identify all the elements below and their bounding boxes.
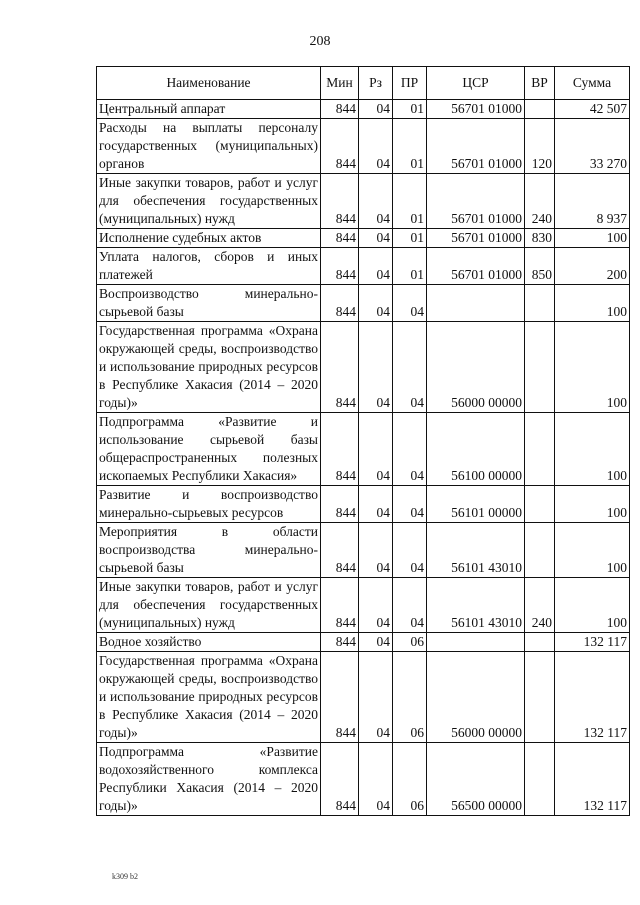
- row-min: 844: [321, 413, 359, 486]
- row-csr: 56701 01000: [427, 100, 525, 119]
- table-header-row: [97, 67, 630, 100]
- row-csr: 56000 00000: [427, 652, 525, 743]
- table-row: [97, 174, 630, 229]
- table-row: [97, 633, 630, 652]
- row-sum: 100: [555, 285, 630, 322]
- header-pr: ПР: [393, 67, 427, 100]
- row-rz: 04: [359, 743, 393, 816]
- row-min: 844: [321, 633, 359, 652]
- table-row: [97, 486, 630, 523]
- row-pr: 06: [393, 652, 427, 743]
- footer-code: k309 b2: [112, 872, 138, 881]
- row-min: 844: [321, 119, 359, 174]
- row-vr: [525, 523, 555, 578]
- row-min: 844: [321, 486, 359, 523]
- row-name: Воспроизводство минерально-сырьевой базы: [97, 285, 321, 322]
- row-name: Уплата налогов, сборов и иных платежей: [97, 248, 321, 285]
- row-vr: [525, 413, 555, 486]
- row-sum: 100: [555, 578, 630, 633]
- row-vr: [525, 633, 555, 652]
- row-sum: 132 117: [555, 633, 630, 652]
- row-name: Исполнение судебных актов: [97, 229, 321, 248]
- row-sum: 100: [555, 413, 630, 486]
- row-csr: 56101 00000: [427, 486, 525, 523]
- table-row: [97, 100, 630, 119]
- table-row: [97, 743, 630, 816]
- row-name: Подпрограмма «Развитие и использование сырьевой базы общераспространенных полезных ископаемых Республики Хакасия»: [97, 413, 321, 486]
- header-csr: ЦСР: [427, 67, 525, 100]
- row-name: Подпрограмма «Развитие водохозяйственного комплекса Республики Хакасия (2014 – 2020 годы)»: [97, 743, 321, 816]
- row-csr: 56100 00000: [427, 413, 525, 486]
- row-min: 844: [321, 578, 359, 633]
- row-vr: 240: [525, 578, 555, 633]
- row-min: 844: [321, 743, 359, 816]
- table-row: [97, 285, 630, 322]
- row-csr: 56000 00000: [427, 322, 525, 413]
- row-csr: 56101 43010: [427, 578, 525, 633]
- budget-table: [96, 66, 630, 816]
- row-pr: 01: [393, 100, 427, 119]
- row-pr: 01: [393, 119, 427, 174]
- row-csr: 56101 43010: [427, 523, 525, 578]
- row-csr: 56500 00000: [427, 743, 525, 816]
- row-sum: 100: [555, 523, 630, 578]
- row-csr: 56701 01000: [427, 229, 525, 248]
- row-csr: [427, 285, 525, 322]
- header-sum: Сумма: [555, 67, 630, 100]
- row-min: 844: [321, 652, 359, 743]
- row-vr: [525, 285, 555, 322]
- table-row: [97, 413, 630, 486]
- row-sum: 200: [555, 248, 630, 285]
- row-min: 844: [321, 285, 359, 322]
- row-sum: 132 117: [555, 652, 630, 743]
- row-vr: [525, 322, 555, 413]
- header-vr: ВР: [525, 67, 555, 100]
- row-min: 844: [321, 248, 359, 285]
- row-pr: 01: [393, 174, 427, 229]
- row-name: Расходы на выплаты персоналу государственных (муниципальных) органов: [97, 119, 321, 174]
- row-rz: 04: [359, 413, 393, 486]
- table-row: [97, 578, 630, 633]
- row-pr: 04: [393, 413, 427, 486]
- row-rz: 04: [359, 174, 393, 229]
- row-csr: 56701 01000: [427, 119, 525, 174]
- row-vr: 120: [525, 119, 555, 174]
- row-pr: 04: [393, 578, 427, 633]
- row-vr: 830: [525, 229, 555, 248]
- row-csr: 56701 01000: [427, 174, 525, 229]
- header-name: Наименование: [97, 67, 321, 100]
- row-min: 844: [321, 229, 359, 248]
- row-min: 844: [321, 322, 359, 413]
- row-sum: 42 507: [555, 100, 630, 119]
- row-pr: 04: [393, 523, 427, 578]
- row-rz: 04: [359, 486, 393, 523]
- row-rz: 04: [359, 322, 393, 413]
- page-number: 208: [309, 34, 331, 49]
- row-vr: 850: [525, 248, 555, 285]
- row-name: Иные закупки товаров, работ и услуг для обеспечения государственных (муниципальных) нужд: [97, 578, 321, 633]
- table-row: [97, 322, 630, 413]
- row-vr: [525, 486, 555, 523]
- table-row: [97, 652, 630, 743]
- row-name: Водное хозяйство: [97, 633, 321, 652]
- row-vr: [525, 100, 555, 119]
- row-name: Развитие и воспроизводство минерально-сырьевых ресурсов: [97, 486, 321, 523]
- row-sum: 8 937: [555, 174, 630, 229]
- row-rz: 04: [359, 229, 393, 248]
- row-sum: 100: [555, 322, 630, 413]
- row-sum: 132 117: [555, 743, 630, 816]
- row-csr: [427, 633, 525, 652]
- row-name: Центральный аппарат: [97, 100, 321, 119]
- header-min: Мин: [321, 67, 359, 100]
- row-vr: [525, 652, 555, 743]
- header-rz: Рз: [359, 67, 393, 100]
- row-pr: 06: [393, 633, 427, 652]
- table-row: [97, 229, 630, 248]
- row-name: Государственная программа «Охрана окружающей среды, воспроизводство и использование природных ресурсов в Республике Хакасия (2014 – 2020 годы)»: [97, 652, 321, 743]
- row-pr: 06: [393, 743, 427, 816]
- row-rz: 04: [359, 652, 393, 743]
- row-rz: 04: [359, 633, 393, 652]
- row-rz: 04: [359, 100, 393, 119]
- row-rz: 04: [359, 578, 393, 633]
- row-min: 844: [321, 523, 359, 578]
- row-sum: 100: [555, 229, 630, 248]
- row-pr: 04: [393, 322, 427, 413]
- table-row: [97, 248, 630, 285]
- row-vr: [525, 743, 555, 816]
- row-sum: 33 270: [555, 119, 630, 174]
- row-rz: 04: [359, 119, 393, 174]
- row-name: Иные закупки товаров, работ и услуг для обеспечения государственных (муниципальных) нужд: [97, 174, 321, 229]
- row-rz: 04: [359, 248, 393, 285]
- row-min: 844: [321, 100, 359, 119]
- row-min: 844: [321, 174, 359, 229]
- row-vr: 240: [525, 174, 555, 229]
- row-name: Мероприятия в области воспроизводства минерально-сырьевой базы: [97, 523, 321, 578]
- row-pr: 01: [393, 248, 427, 285]
- row-sum: 100: [555, 486, 630, 523]
- row-pr: 04: [393, 486, 427, 523]
- row-pr: 01: [393, 229, 427, 248]
- row-rz: 04: [359, 285, 393, 322]
- table-row: [97, 119, 630, 174]
- row-name: Государственная программа «Охрана окружающей среды, воспроизводство и использование природных ресурсов в Республике Хакасия (2014 – 2020 годы)»: [97, 322, 321, 413]
- table-row: [97, 523, 630, 578]
- row-csr: 56701 01000: [427, 248, 525, 285]
- row-pr: 04: [393, 285, 427, 322]
- row-rz: 04: [359, 523, 393, 578]
